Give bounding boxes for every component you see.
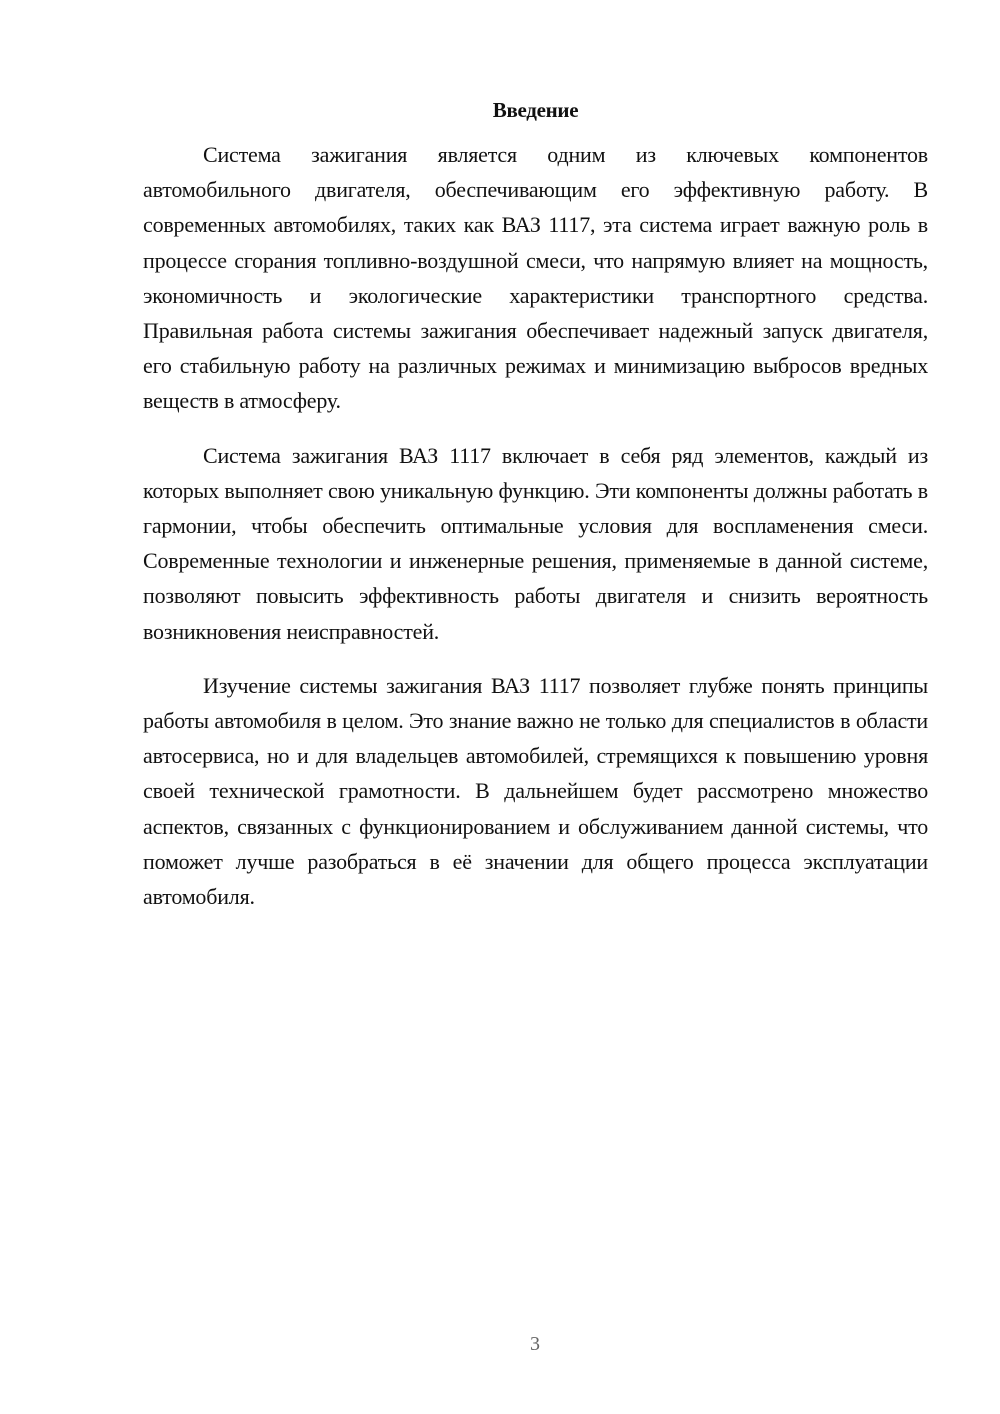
paragraph-3: Изучение системы зажигания ВАЗ 1117 позволяет глубже понять принципы работы автомобиля в целом. Это знание важно не только для специалистов в области автосервиса, но и для владельцев автомобилей, стремящихся к повышению уровня своей технической грамотности. В дальнейшем будет рассмотрено множество аспектов, связанных с функционированием и обслуживанием данной системы, что поможет лучше разобраться в её значении для общего процесса эксплуатации автомобиля. xyxy=(143,672,928,910)
paragraph-2: Система зажигания ВАЗ 1117 включает в себя ряд элементов, каждый из которых выполняет свою уникальную функцию. Эти компоненты должны работать в гармонии, чтобы обеспечить оптимальные условия для воспламенения смеси. Современные технологии и инженерные решения, применяемые в данной системе, позволяют повысить эффективность работы двигателя и снизить вероятность возникновения неисправностей. xyxy=(143,442,928,644)
page-number: 3 xyxy=(530,1333,540,1355)
document-page xyxy=(143,95,928,914)
paragraph-1: Система зажигания является одним из ключевых компонентов автомобильного двигателя, обеспечивающим его эффективную работу. В современных автомобилях, таких как ВАЗ 1117, эта система играет важную роль в процессе сгорания топливно-воздушной смеси, что напрямую влияет на мощность, экономичность и экологические характеристики транспортного средства. Правильная работа системы зажигания обеспечивает надежный запуск двигателя, его стабильную работу на различных режимах и минимизацию выбросов вредных веществ в атмосферу. xyxy=(143,142,928,414)
section-title: Введение xyxy=(492,98,579,122)
